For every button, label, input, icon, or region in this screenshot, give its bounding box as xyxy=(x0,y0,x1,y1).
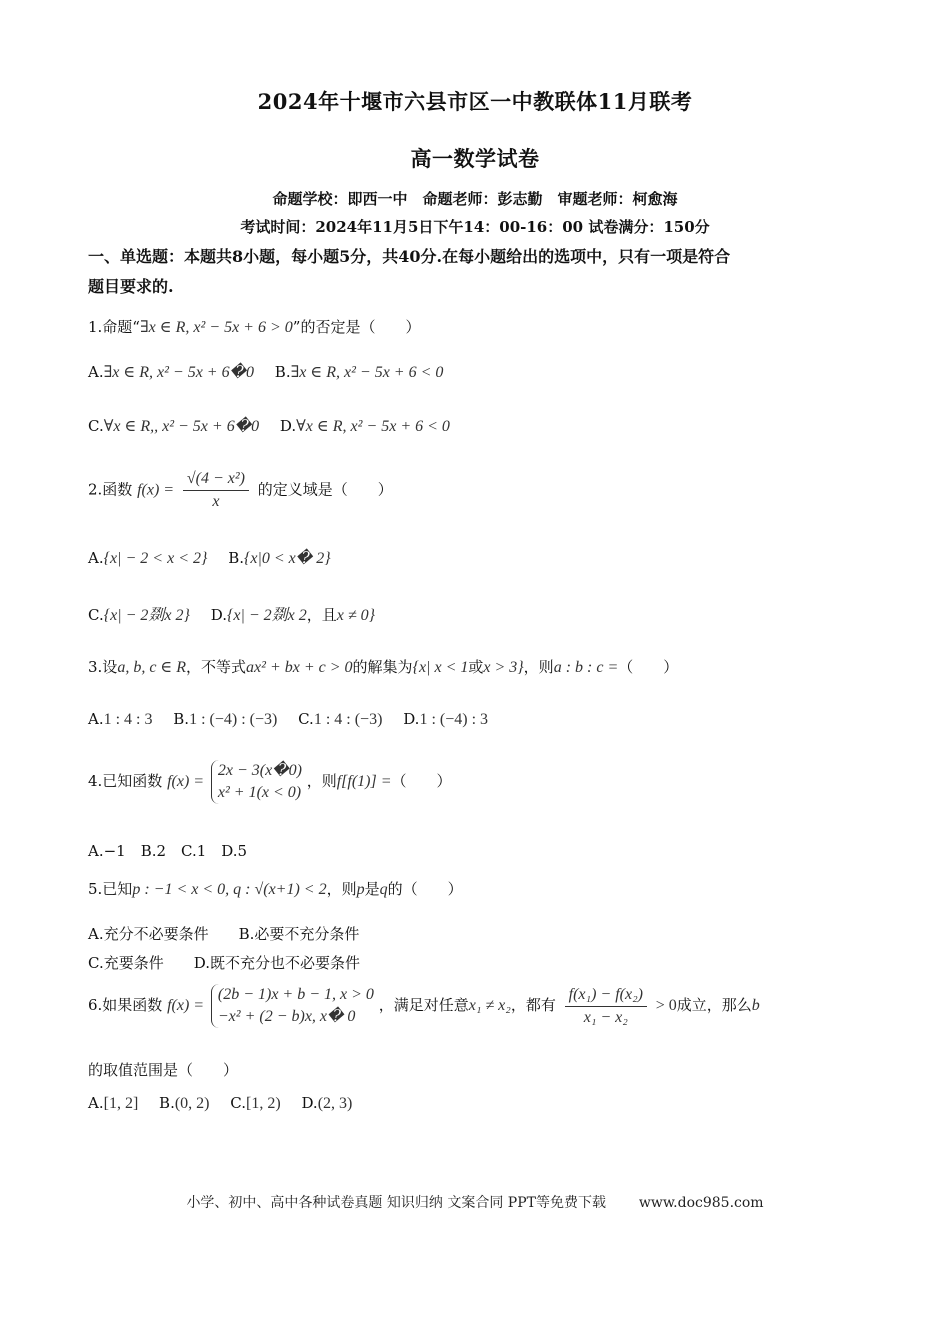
time-score-line: 考试时间：2024年11月5日下午14：00-16：00 试卷满分：150分 xyxy=(240,218,710,236)
q1-c-label: C. xyxy=(88,417,104,435)
q6-condition: x₁ ≠ x₂ xyxy=(468,997,511,1014)
q3-stem-pre: 3.设 xyxy=(88,658,118,676)
q5-condition: p : −1 < x < 0, q : √(x+1) < 2 xyxy=(132,881,327,898)
q2-b-math: {x|0 < x� 2} xyxy=(243,550,331,567)
q1-b-label: B. xyxy=(274,363,291,381)
q3-ratio: a : b : c = xyxy=(553,659,619,676)
q5-q: q xyxy=(379,881,388,898)
q6-b-math: (0, 2) xyxy=(174,1095,210,1112)
q4-case2: x² + 1(x < 0) xyxy=(217,784,302,801)
q2-stem xyxy=(88,470,393,511)
q1-options-ab xyxy=(88,362,459,382)
q5-options-ab: A.充分不必要条件 B.必要不充分条件 xyxy=(88,925,360,943)
q3-stem xyxy=(88,656,678,677)
q3-inequality: ax² + bx + c > 0 xyxy=(246,659,353,676)
q5-p: p xyxy=(356,881,365,898)
q5-stem xyxy=(88,878,463,899)
q3-t4: ，则 xyxy=(523,658,554,676)
q1-d-math: ∀x ∈ R, x² − 5x + 6 < 0 xyxy=(296,418,450,435)
q1-c-math: ∀x ∈ R,, x² − 5x + 6�0 xyxy=(103,418,260,435)
authors-line: 命题学校：即西一中 命题老师：彭志勤 审题老师：柯愈海 xyxy=(272,190,678,208)
q1-options-cd xyxy=(88,416,466,436)
q6-d-label: D. xyxy=(301,1094,318,1112)
q1-d-label: D. xyxy=(279,417,297,435)
q3-b-math: 1 : (−4) : (−3) xyxy=(189,711,278,728)
q3-t2: 的解集为 xyxy=(352,658,413,676)
q6-line2: 的取值范围是（ ） xyxy=(88,1061,239,1079)
q6-t3: 成立，那么 xyxy=(676,996,752,1014)
q3-vars: a, b, c ∈ R xyxy=(117,659,187,676)
page-footer xyxy=(0,1192,950,1212)
q2-d-tail: x ≠ 0} xyxy=(336,607,376,624)
q5-options-cd: C.充要条件 D.既不充分也不必要条件 xyxy=(88,954,360,972)
section-heading xyxy=(88,242,868,302)
q5-t2: 是 xyxy=(364,880,380,898)
q6-a-label: A. xyxy=(88,1094,104,1112)
q6-t1: ，满足对任意 xyxy=(378,996,469,1014)
q3-a-math: 1 : 4 : 3 xyxy=(103,711,153,728)
q4-stem-pre: 4.已知函数 xyxy=(88,772,163,790)
q2-options-ab xyxy=(88,548,347,568)
q1-stem xyxy=(88,316,420,337)
q3-t1: ，不等式 xyxy=(186,658,247,676)
q5-t1: ，则 xyxy=(326,880,357,898)
q2-stem-pre: 2.函数 xyxy=(88,480,133,499)
q2-a-math: {x| − 2 < x < 2} xyxy=(103,550,208,567)
q3-c-math: 1 : 4 : (−3) xyxy=(313,711,383,728)
q4-piecewise xyxy=(211,760,302,804)
q6-d-math: (2, 3) xyxy=(317,1095,353,1112)
q3-d-label: D. xyxy=(403,710,420,728)
q4-t1: ，则 xyxy=(306,772,337,790)
q6-a-math: [1, 2] xyxy=(103,1095,139,1112)
q1-stem-pre: 1.命题“ xyxy=(88,318,140,336)
q6-options xyxy=(88,1094,368,1113)
q6-b: b xyxy=(751,997,760,1014)
q4-options: A.−1 B.2 C.1 D.5 xyxy=(88,842,248,860)
q3-t5: （ ） xyxy=(618,658,679,676)
q6-gt: > 0 xyxy=(655,997,677,1014)
exam-title: 2024年十堰市六县市区一中教联体11月联考 xyxy=(257,89,693,114)
q2-options-cd xyxy=(88,602,391,625)
q6-c-label: C. xyxy=(230,1094,246,1112)
exam-subtitle: 高一数学试卷 xyxy=(410,146,540,171)
q3-options xyxy=(88,710,504,729)
q6-denominator: x₁ − x₂ xyxy=(583,1008,628,1026)
q2-d-label: D. xyxy=(210,606,227,624)
q6-func: f(x) = xyxy=(167,997,205,1014)
q3-a-label: A. xyxy=(88,710,104,728)
q1-stem-math: ∃x ∈ R, x² − 5x + 6 > 0 xyxy=(139,319,293,336)
q6-stem-pre: 6.如果函数 xyxy=(88,996,163,1014)
q4-stem xyxy=(88,760,452,804)
section-heading-line1: 一、单选题：本题共8小题，每小题5分，共40分.在每小题给出的选项中，只有一项是符合 xyxy=(88,247,731,266)
q3-c-label: C. xyxy=(298,710,314,728)
q6-t2: ，都有 xyxy=(510,996,556,1014)
q3-set2: x > 3} xyxy=(483,659,524,676)
footer-url[interactable]: www.doc985.com xyxy=(638,1195,764,1211)
q2-stem-post: 的定义域是（ ） xyxy=(257,480,393,499)
q2-fraction xyxy=(183,470,249,511)
q6-case2: −x² + (2 − b)x, x� 0 xyxy=(217,1008,356,1025)
q3-d-math: 1 : (−4) : 3 xyxy=(419,711,489,728)
q2-func: f(x) = xyxy=(137,481,175,499)
q4-func: f(x) = xyxy=(167,773,205,790)
q3-set1: {x| x < 1 xyxy=(412,659,469,676)
q1-stem-post: ”的否定是（ ） xyxy=(292,318,421,336)
q6-case1: (2b − 1)x + b − 1, x > 0 xyxy=(217,986,374,1003)
q1-a-label: A. xyxy=(88,363,104,381)
section-heading-line2: 题目要求的. xyxy=(88,277,174,296)
q6-c-math: [1, 2) xyxy=(246,1095,281,1112)
q6-piecewise xyxy=(211,984,374,1028)
q6-fraction xyxy=(565,986,647,1027)
footer-text: 小学、初中、高中各种试卷真题 知识归纳 文案合同 PPT等免费下载 xyxy=(186,1195,606,1211)
q6-b-label: B. xyxy=(159,1094,175,1112)
q1-a-math: ∃x ∈ R, x² − 5x + 6�0 xyxy=(103,364,255,381)
q6-numerator: f(x₁) − f(x₂) xyxy=(565,986,647,1007)
q5-stem-pre: 5.已知 xyxy=(88,880,133,898)
q2-c-label: C. xyxy=(88,606,104,624)
q5-t3: 的（ ） xyxy=(387,880,463,898)
q6-stem xyxy=(88,984,760,1028)
q2-d-math: {x| − 2剟x 2 xyxy=(226,607,307,624)
q2-c-math: {x| − 2剟x 2} xyxy=(103,607,190,624)
q2-numerator: √(4 − x²) xyxy=(183,470,249,491)
q4-case1: 2x − 3(x�0) xyxy=(217,762,302,779)
q4-t2: （ ） xyxy=(391,772,452,790)
q1-b-math: ∃x ∈ R, x² − 5x + 6 < 0 xyxy=(290,364,444,381)
q2-d-mid: ，且 xyxy=(306,606,337,624)
q4-expr: f[f(1)] = xyxy=(336,773,392,790)
q2-denominator: x xyxy=(212,493,220,510)
q2-b-label: B. xyxy=(228,549,244,567)
q3-b-label: B. xyxy=(173,710,190,728)
q3-t3: 或 xyxy=(468,658,484,676)
q2-a-label: A. xyxy=(88,549,104,567)
